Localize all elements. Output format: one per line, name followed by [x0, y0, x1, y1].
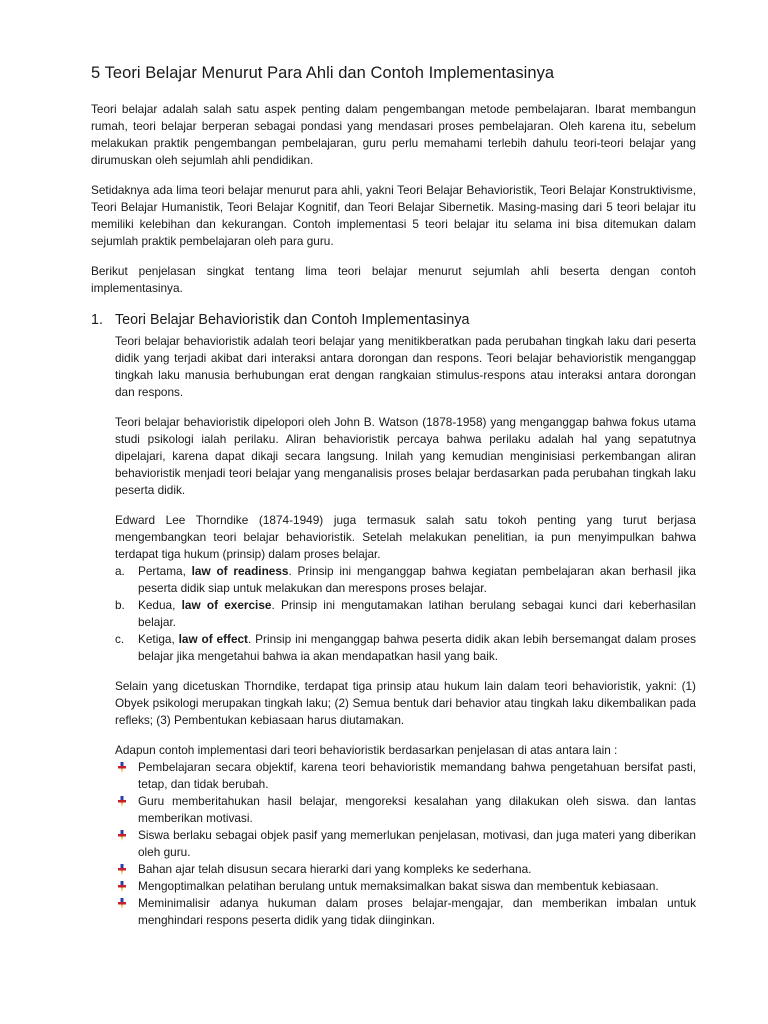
list-item-text [138, 563, 696, 597]
list-item [115, 597, 696, 631]
law-name: law of effect [178, 632, 248, 646]
section-title: Teori Belajar Behavioristik dan Contoh Implementasinya [115, 312, 470, 328]
list-item-text [138, 631, 696, 665]
pushpin-bullet-icon [115, 759, 138, 793]
law-name: law of readiness [191, 564, 289, 578]
list-marker: a. [115, 564, 125, 578]
list-item [115, 759, 696, 793]
section-paragraph-3: Edward Lee Thorndike (1874-1949) juga termasuk salah satu tokoh penting yang turut berjasa mengembangkan teori belajar behavioristik. Setelah melakukan penelitian, ia pun menyimpulkan bahwa terdapat tiga hukum (prinsip) dalam proses belajar. [115, 513, 696, 561]
implementation-list [115, 759, 696, 929]
list-item [115, 827, 696, 861]
law-list [115, 563, 696, 665]
implementation-intro: Adapun contoh implementasi dari teori behavioristik berdasarkan penjelasan di atas antara lain : [115, 743, 618, 757]
list-item-text: Bahan ajar telah disusun secara hierarki dari yang kompleks ke sederhana. [138, 862, 532, 876]
list-item [115, 895, 696, 929]
law-prefix: Ketiga, [138, 632, 179, 646]
document-title: 5 Teori Belajar Menurut Para Ahli dan Contoh Implementasinya [91, 64, 555, 82]
pushpin-bullet-icon [115, 895, 138, 929]
list-item [115, 793, 696, 827]
pushpin-bullet-icon [115, 878, 138, 895]
list-item [115, 631, 696, 665]
list-item-text: Guru memberitahukan hasil belajar, mengoreksi kesalahan yang dilakukan oleh siswa. dan lantas memberikan motivasi. [138, 794, 696, 825]
intro-paragraph-3: Berikut penjelasan singkat tentang lima teori belajar menurut sejumlah ahli beserta dengan contoh implementasinya. [91, 264, 696, 295]
list-item-text [138, 597, 696, 631]
list-marker: c. [115, 632, 125, 646]
list-item-text: Mengoptimalkan pelatihan berulang untuk memaksimalkan bakat siswa dan membentuk kebiasaan. [138, 879, 659, 893]
law-description: . Prinsip ini menganggap bahwa kegiatan pembelajaran akan berhasil jika peserta didik siap untuk melakukan dan merespons proses belajar. [138, 564, 696, 595]
section-body [115, 333, 696, 929]
section-heading [91, 310, 696, 330]
law-prefix: Kedua, [138, 598, 182, 612]
law-description: . Prinsip ini menganggap bahwa peserta didik akan lebih bersemangat dalam proses belajar jika mengetahui bahwa ia akan mendapatkan hasil yang baik. [138, 632, 696, 663]
list-item [115, 563, 696, 597]
pushpin-bullet-icon [115, 793, 138, 827]
pushpin-bullet-icon [115, 827, 138, 861]
list-item [115, 861, 696, 878]
intro-paragraph-1: Teori belajar adalah salah satu aspek penting dalam pengembangan metode pembelajaran. Ibarat membangun rumah, teori belajar berperan sebagai pondasi yang mendasari proses pembelajaran. Oleh karena itu, sebelum melakukan praktik pengembangan pembelajaran, guru perlu memahami terlebih dahulu teori-teori belajar yang dirumuskan oleh sejumlah ahli pendidikan. [91, 102, 696, 167]
list-item-text: Pembelajaran secara objektif, karena teori behavioristik memandang bahwa pengetahuan bersifat pasti, tetap, dan tidak berubah. [138, 760, 696, 791]
pushpin-bullet-icon [115, 861, 138, 878]
section-number: 1. [91, 312, 103, 328]
intro-paragraph-2: Setidaknya ada lima teori belajar menurut para ahli, yakni Teori Belajar Behavioristik, Teori Belajar Konstruktivisme, Teori Belajar Humanistik, Teori Belajar Kognitif, dan Teori Belajar Sibernetik. Masing-masing dari 5 teori belajar itu memiliki kelebihan dan kekurangan. Contoh implementasi 5 teori belajar itu selama ini bisa ditemukan dalam sejumlah praktik pembelajaran oleh para guru. [91, 183, 696, 248]
section-paragraph-4: Selain yang dicetuskan Thorndike, terdapat tiga prinsip atau hukum lain dalam teori behavioristik, yakni: (1) Obyek psikologi merupakan tingkah laku; (2) Semua bentuk dari behavior atau tingkah laku dikembalikan pada refleks; (3) Pembentukan kebiasaan harus diutamakan. [115, 679, 696, 727]
law-prefix: Pertama, [138, 564, 192, 578]
list-marker: b. [115, 598, 125, 612]
list-item [115, 878, 696, 895]
section-paragraph-1: Teori belajar behavioristik adalah teori belajar yang menitikberatkan pada perubahan tingkah laku dari peserta didik yang terjadi akibat dari interaksi antara dorongan dan respons. Teori belajar behavioristik menganggap tingkah laku manusia berhubungan erat dengan rangkaian stimulus-respons atau interaksi antara dorongan dan respons. [115, 334, 696, 399]
list-item-text: Siswa berlaku sebagai objek pasif yang memerlukan penjelasan, motivasi, dan juga materi yang diberikan oleh guru. [138, 828, 696, 859]
list-item-text: Meminimalisir adanya hukuman dalam proses belajar-mengajar, dan memberikan imbalan untuk menghindari respons peserta didik yang tidak diinginkan. [138, 896, 696, 927]
law-description: . Prinsip ini mengutamakan latihan berulang sebagai kunci dari keberhasilan belajar. [138, 598, 696, 629]
law-name: law of exercise [181, 598, 272, 612]
section-paragraph-2: Teori belajar behavioristik dipelopori oleh John B. Watson (1878-1958) yang menganggap bahwa fokus utama studi psikologi ialah perilaku. Aliran behavioristik percaya bahwa perilaku adalah hal yang sepatutnya dipelajari, karena dapat dikaji secara langsung. Inilah yang kemudian menginisiasi perkembangan aliran behavioristik menjadi teori belajar yang menganalisis proses belajar berdasarkan pada perubahan tingkah laku peserta didik. [115, 415, 696, 497]
